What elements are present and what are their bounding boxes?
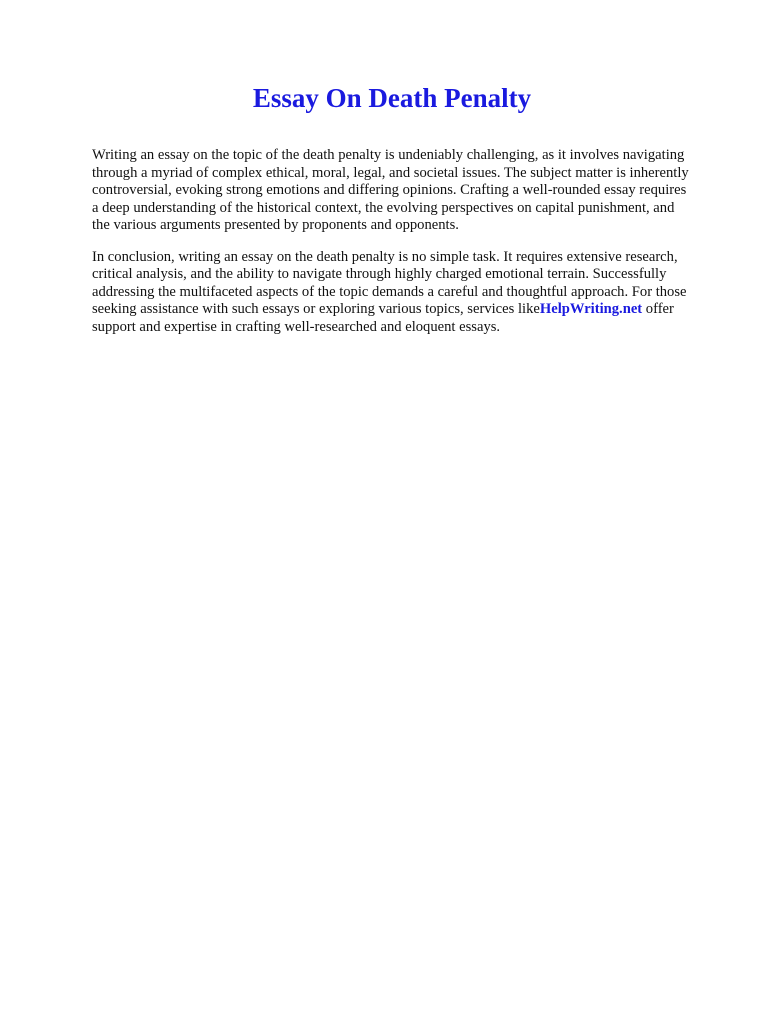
helpwriting-link[interactable]: HelpWriting.net (539, 301, 643, 317)
page-title: Essay On Death Penalty (252, 83, 532, 113)
paragraph-1: Writing an essay on the topic of the death penalty is undeniably challenging, as it involves navigating through a myriad of complex ethical, moral, legal, and societal issues. The subject matter is inherently controversial, evoking strong emotions and differing opinions. Crafting a well-rounded essay requires a deep understanding of the historical context, the evolving perspectives on capital punishment, and the various arguments presented by proponents and opponents. (92, 147, 689, 233)
paragraph-5 (92, 249, 692, 337)
paragraph-5-tail: offer support and expertise in crafting well-researched and eloquent essays. (92, 301, 674, 335)
paragraph-5-text: In conclusion, writing an essay on the death penalty is no simple task. It requires extensive research, critical analysis, and the ability to navigate through highly charged emotional terrain. Successfully addressing the multifaceted aspects of the topic demands a careful and thoughtful approach. For those seeking assistance with such essays or exploring various topics, services like (92, 248, 687, 317)
